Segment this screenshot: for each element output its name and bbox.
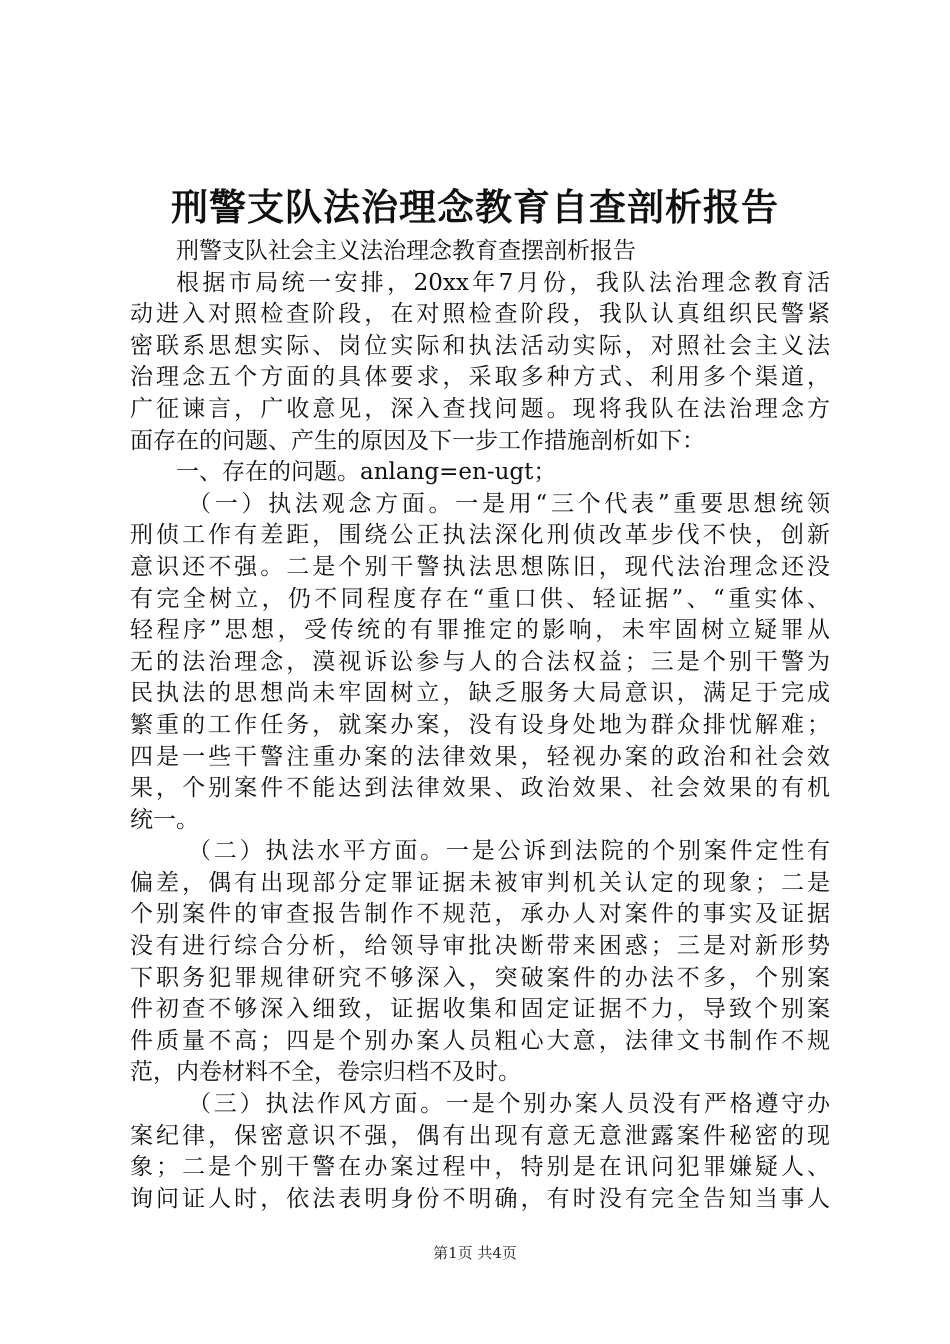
paragraph-line: 面存在的问题、产生的原因及下一步工作措施剖析如下： bbox=[130, 427, 705, 454]
paragraph-line: （二）执法水平方面。一是公诉到法院的个别案件定性有 bbox=[188, 838, 830, 865]
paragraph-line: 下职务犯罪规律研究不够深入，突破案件的办法不多，个别案 bbox=[130, 964, 830, 991]
paragraph-line: 根据市局统一安排，20xx年7月份，我队法治理念教育活 bbox=[176, 269, 830, 296]
paragraph-line: （三）执法作风方面。一是个别办案人员没有严格遵守办 bbox=[188, 1091, 830, 1118]
paragraph-line: 件初查不够深入细致，证据收集和固定证据不力，导致个别案 bbox=[130, 996, 830, 1023]
paragraph-line: 无的法治理念，漠视诉讼参与人的合法权益；三是个别干警为 bbox=[130, 648, 830, 675]
document-body bbox=[130, 236, 830, 1215]
page-number: 第1页 共4页 bbox=[433, 1244, 517, 1262]
paragraph-line: （一）执法观念方面。一是用“三个代表”重要思想统领 bbox=[188, 490, 830, 517]
paragraph-line: 件质量不高；四是个别办案人员粗心大意，法律文书制作不规 bbox=[130, 1027, 830, 1054]
paragraph-line: 统一。 bbox=[130, 806, 199, 833]
paragraph-line: 询问证人时，依法表明身份不明确，有时没有完全告知当事人 bbox=[130, 1185, 830, 1212]
paragraph-line: 治理念五个方面的具体要求，采取多种方式、利用多个渠道， bbox=[130, 364, 830, 391]
paragraph-line: 偏差，偶有出现部分定罪证据未被审判机关认定的现象；二是 bbox=[130, 869, 830, 896]
paragraph-line: 轻程序”思想，受传统的有罪推定的影响，未牢固树立疑罪从 bbox=[130, 617, 830, 644]
paragraph-line: 象；二是个别干警在办案过程中，特别是在讯问犯罪嫌疑人、 bbox=[130, 1154, 830, 1181]
paragraph-line: 民执法的思想尚未牢固树立，缺乏服务大局意识，满足于完成 bbox=[130, 680, 830, 707]
paragraph-line: 繁重的工作任务，就案办案，没有设身处地为群众排忧解难； bbox=[130, 711, 830, 738]
section-heading: 一、存在的问题。anlang=en-ugt； bbox=[176, 459, 557, 486]
paragraph-line: 案纪律，保密意识不强，偶有出现有意无意泄露案件秘密的现 bbox=[130, 1122, 830, 1149]
paragraph-line: 有完全树立，仍不同程度存在“重口供、轻证据”、“重实体、 bbox=[130, 585, 830, 612]
subtitle-line: 刑警支队社会主义法治理念教育查摆剖析报告 bbox=[176, 238, 636, 264]
paragraph-line: 果，个别案件不能达到法律效果、政治效果、社会效果的有机 bbox=[130, 775, 830, 802]
paragraph-line: 没有进行综合分析，给领导审批决断带来困惑；三是对新形势 bbox=[130, 933, 830, 960]
paragraph-line: 动进入对照检查阶段，在对照检查阶段，我队认真组织民警紧 bbox=[130, 301, 830, 328]
paragraph-line: 四是一些干警注重办案的法律效果，轻视办案的政治和社会效 bbox=[130, 743, 830, 770]
paragraph-line: 密联系思想实际、岗位实际和执法活动实际，对照社会主义法 bbox=[130, 332, 830, 359]
paragraph-line: 广征谏言，广收意见，深入查找问题。现将我队在法治理念方 bbox=[130, 395, 830, 422]
paragraph-line: 个别案件的审查报告制作不规范，承办人对案件的事实及证据 bbox=[130, 901, 830, 928]
paragraph-line: 范，内卷材料不全，卷宗归档不及时。 bbox=[130, 1059, 521, 1086]
paragraph-line: 刑侦工作有差距，围绕公正执法深化刑侦改革步伐不快，创新 bbox=[130, 522, 830, 549]
document-title: 刑警支队法治理念教育自查剖析报告 bbox=[171, 185, 779, 229]
paragraph-line: 意识还不强。二是个别干警执法思想陈旧，现代法治理念还没 bbox=[130, 553, 830, 580]
